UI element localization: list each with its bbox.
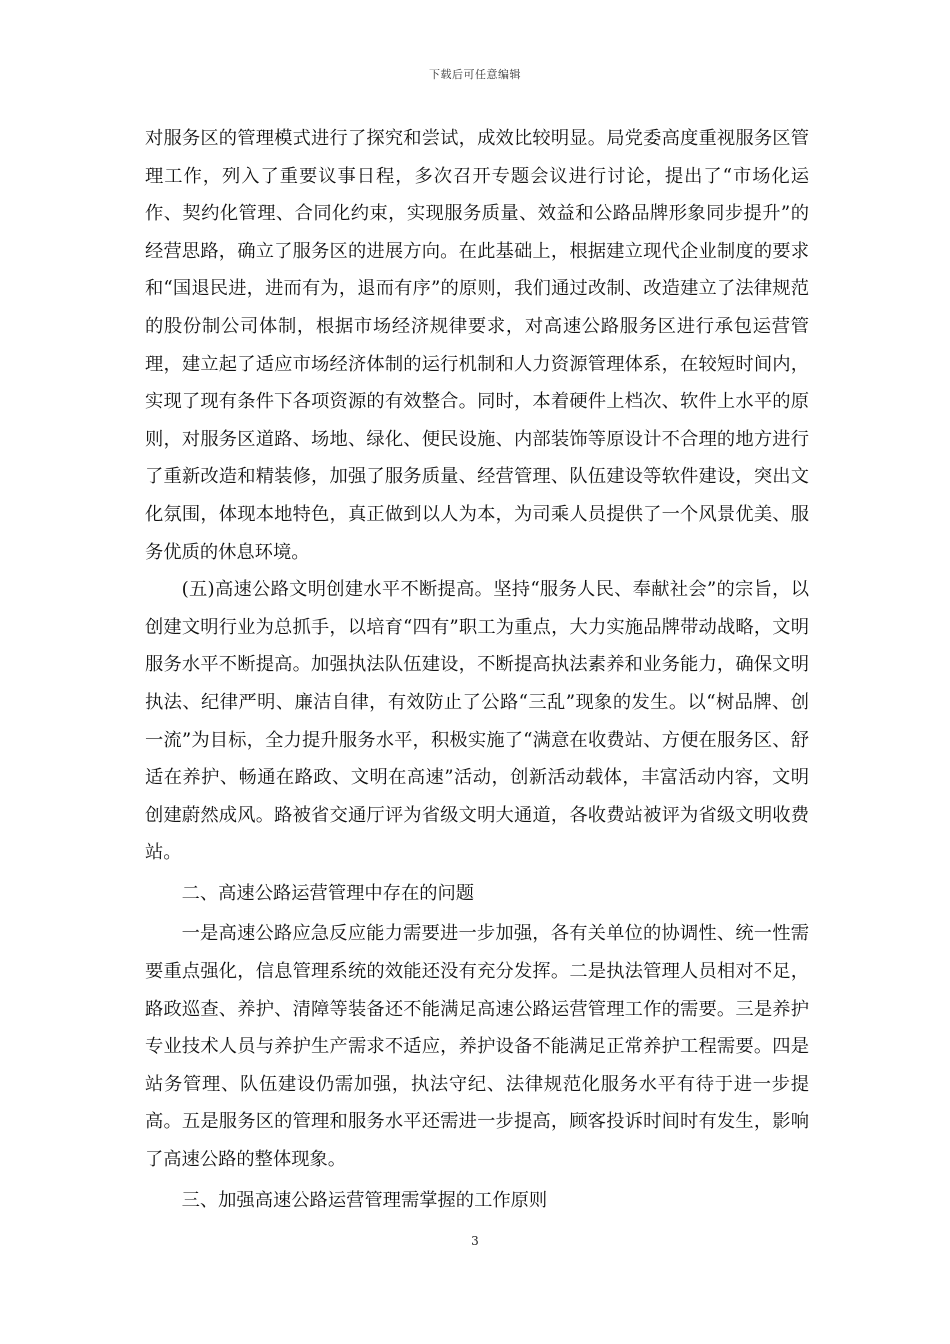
- page-header: 下载后可任意编辑: [429, 68, 521, 81]
- section-heading-principles: 三、加强高速公路运营管理需掌握的工作原则: [181, 1189, 548, 1211]
- paragraph-problems: 一是高速公路应急反应能力需要进一步加强，各有关单位的协调性、统一性需要重点强化，信息管理系统的效能还没有充分发挥。二是执法管理人员相对不足，路政巡查、养护、清障等装备还不能满足高速公路运营管理工作的需要。三是养护专业技术人员与养护生产需求不适应，养护设备不能满足正常养护工程需要。四是站务管理、队伍建设仍需加强，执法守纪、法律规范化服务水平有待于进一步提高。五是服务区的管理和服务水平还需进一步提高，顾客投诉时间时有发生，影响了高速公路的整体现象。: [145, 923, 809, 1171]
- page-number: 3: [471, 1234, 479, 1248]
- document-body: [145, 120, 809, 1219]
- paragraph-civilization: (五)高速公路文明创建水平不断提高。坚持“服务人民、奉献社会”的宗旨，以创建文明行业为总抓手，以培育“四有”职工为重点，大力实施品牌带动战略，文明服务水平不断提高。加强执法队伍建设，不断提高执法素养和业务能力，确保文明执法、纪律严明、廉洁自律，有效防止了公路“三乱”现象的发生。以“树品牌、创一流”为目标，全力提升服务水平，积极实施了“满意在收费站、方便在服务区、舒适在养护、畅通在路政、文明在高速”活动，创新活动载体，丰富活动内容，文明创建蔚然成风。路被省交通厅评为省级文明大通道，各收费站被评为省级文明收费站。: [145, 579, 809, 864]
- section-heading-problems: 二、高速公路运营管理中存在的问题: [181, 882, 475, 904]
- paragraph-service-area: 对服务区的管理模式进行了探究和尝试，成效比较明显。局党委高度重视服务区管理工作，列入了重要议事日程，多次召开专题会议进行讨论，提出了“市场化运作、契约化管理、合同化约束，实现服务质量、效益和公路品牌形象同步提升”的经营思路，确立了服务区的进展方向。在此基础上，根据建立现代企业制度的要求和“国退民进，进而有为，退而有序”的原则，我们通过改制、改造建立了法律规范的股份制公司体制，根据市场经济规律要求，对高速公路服务区进行承包运营管理，建立起了适应市场经济体制的运行机制和人力资源管理体系，在较短时间内，实现了现有条件下各项资源的有效整合。同时，本着硬件上档次、软件上水平的原则，对服务区道路、场地、绿化、便民设施、内部装饰等原设计不合理的地方进行了重新改造和精装修，加强了服务质量、经营管理、队伍建设等软件建设，突出文化氛围，体现本地特色，真正做到以人为本，为司乘人员提供了一个风景优美、服务优质的休息环境。: [145, 128, 809, 563]
